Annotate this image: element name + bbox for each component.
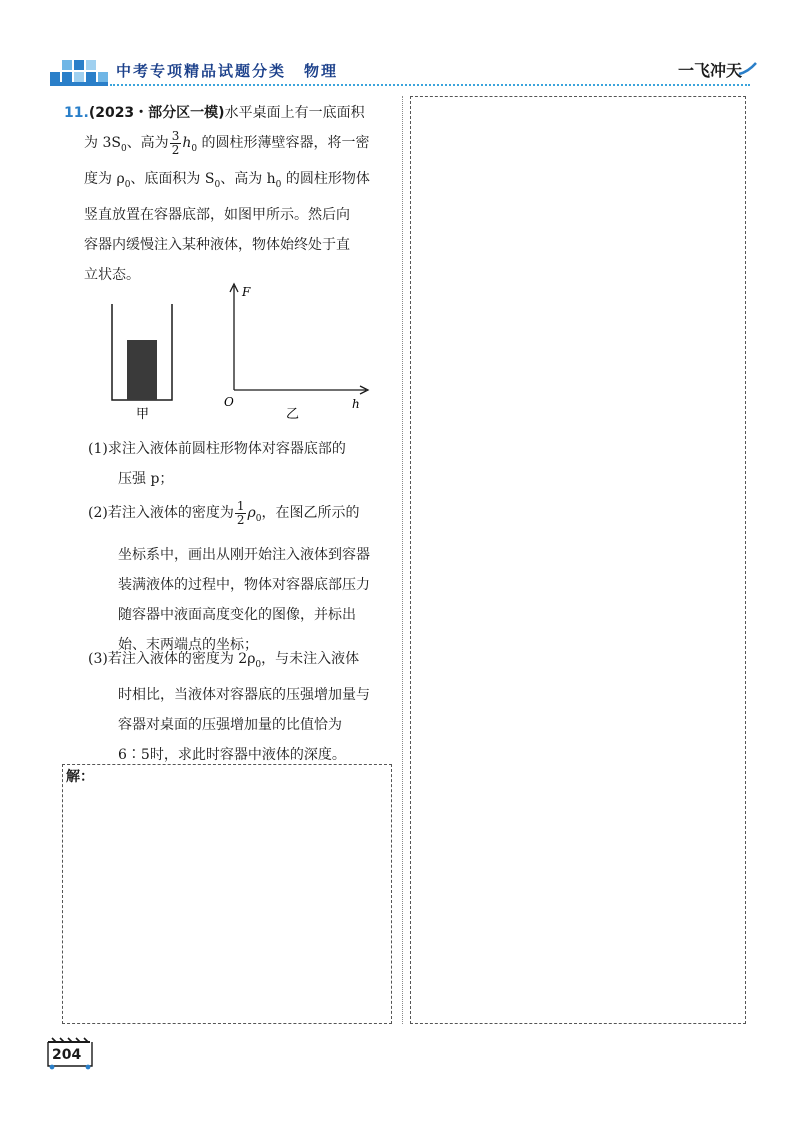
subquestion-3-line-3: 容器对桌面的压强增加量的比值恰为 [118, 716, 342, 733]
fraction-denominator: 2 [236, 512, 245, 527]
brand-swoosh-icon [738, 62, 758, 76]
question-number: 11. [64, 105, 89, 121]
question-line-4: 竖直放置在容器底部，如图甲所示。然后向 [84, 206, 350, 223]
axis-y-label: F [242, 285, 251, 299]
fraction-three-halves [170, 130, 182, 157]
question-line-1 [64, 98, 394, 128]
subscript: 0 [214, 179, 221, 190]
header-title-text: 中考专项精品试题分类 [116, 62, 287, 80]
subquestion-3-line-4: 6∶5时，求此时容器中液体的深度。 [118, 746, 346, 763]
text-segment: 为 3S [84, 135, 121, 151]
subquestion-2-line-5: 始、末两端点的坐标； [118, 636, 258, 653]
question-line-6: 立状态。 [84, 266, 140, 283]
figure-jia-container [112, 304, 172, 400]
answer-area[interactable] [62, 764, 392, 1024]
question-tag: (2023・部分区一模) [88, 105, 225, 121]
subscript: 0 [120, 143, 127, 154]
subquestion-2-line-2: 坐标系中，画出从刚开始注入液体到容器 [118, 546, 370, 563]
figure-jia-label: 甲 [136, 407, 150, 422]
subquestion-3 [88, 644, 398, 770]
text-segment: 的圆柱形物体 [281, 170, 370, 187]
text-segment: 、底面积为 S [130, 170, 215, 187]
question-line-3 [64, 164, 394, 200]
brand-logo: 一飞冲天 [678, 61, 743, 80]
subquestion-2-line-4: 随容器中液面高度变化的图像，并标出 [118, 606, 356, 623]
question-text-1: 水平桌面上有一底面积 [224, 105, 365, 121]
cylinder-object [127, 340, 157, 400]
subquestion-1-text: (1)求注入液体前圆柱形物体对容器底部的 [88, 441, 346, 457]
text-segment: ，在图乙所示的 [261, 505, 360, 521]
fraction-numerator: 3 [171, 128, 180, 143]
subscript: 0 [191, 143, 198, 154]
fraction-one-half [235, 500, 247, 527]
page-number: 204 [52, 1047, 82, 1063]
question-line-2 [64, 128, 394, 164]
figures [100, 282, 380, 422]
fraction-numerator: 1 [236, 498, 245, 513]
header-subject: 物理 [304, 62, 339, 80]
checker-logo-icon [50, 52, 110, 88]
subquestion-2-line-3: 装满液体的过程中，物体对容器底部压力 [118, 576, 370, 593]
subquestion-3-line-2: 时相比，当液体对容器底的压强增加量与 [118, 686, 370, 703]
text-segment: 、高为 [126, 135, 169, 151]
text-segment: ，与未注入液体 [261, 651, 360, 667]
column-divider [402, 96, 403, 1024]
figure-yi-axes [230, 284, 368, 394]
header-divider [110, 84, 750, 86]
subquestion-1 [88, 434, 398, 494]
text-segment: 、高为 h [220, 170, 276, 187]
subscript: 0 [255, 513, 262, 524]
text-segment: (3)若注入液体的密度为 2ρ [88, 651, 256, 667]
subscript: 0 [255, 659, 262, 670]
page-header [0, 0, 800, 100]
answer-label: 解： [66, 769, 94, 785]
text-segment: (2)若注入液体的密度为 [88, 505, 234, 521]
math-symbol: h [182, 135, 192, 151]
question-stem [64, 98, 394, 290]
question-line-5: 容器内缓慢注入某种液体，物体始终处于直 [84, 236, 350, 253]
subscript: 0 [124, 179, 131, 190]
origin-label: O [224, 395, 234, 409]
text-segment: 度为 ρ [84, 170, 125, 187]
math-symbol: ρ [247, 505, 256, 521]
subquestion-3-line-1 [88, 644, 398, 680]
text-segment: 的圆柱形薄壁容器，将一密 [197, 135, 370, 151]
subquestion-2 [88, 498, 398, 660]
axis-x-label: h [352, 397, 360, 411]
subquestion-2-line-1 [88, 498, 398, 534]
figure-yi-label: 乙 [286, 407, 300, 422]
header-title [116, 60, 338, 81]
fraction-denominator: 2 [171, 142, 180, 157]
subquestion-1-cont: 压强 p； [118, 471, 174, 487]
subscript: 0 [275, 179, 282, 190]
answer-area-right[interactable] [410, 96, 746, 1024]
